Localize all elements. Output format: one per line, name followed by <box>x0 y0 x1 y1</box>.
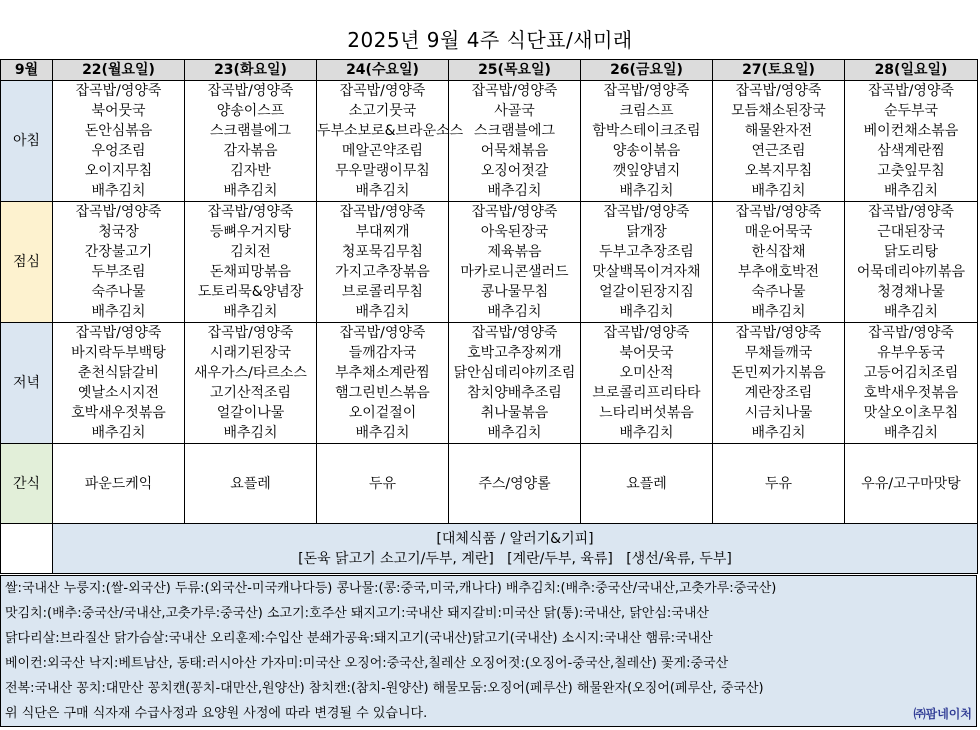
menu-item: 잡곡밥/영양죽 <box>471 325 558 341</box>
menu-item: 돈채피망볶음 <box>209 264 292 280</box>
menu-item: 베이컨채소볶음 <box>863 123 959 139</box>
menu-item: 한식잡채 <box>751 244 806 260</box>
lunch-cell <box>581 202 713 323</box>
menu-item: 시래기된장국 <box>209 345 292 361</box>
menu-item: 계란장조림 <box>744 385 813 401</box>
breakfast-row <box>1 81 978 202</box>
alternatives-spacer <box>1 524 53 574</box>
menu-item: 순두부국 <box>883 103 939 119</box>
menu-item: 청국장 <box>98 224 139 240</box>
menu-item: 얼갈이된장지짐 <box>599 284 694 300</box>
origin-line: 쌀:국내산 누룽지:(쌀-외국산) 두류:(외국산-미국캐나다등) 콩나물:(콩:중국,미국,캐나다) 배추김치:(배추:중국산/국내산,고춧가루:중국산) <box>5 581 777 596</box>
dinner-cell <box>53 323 185 444</box>
alternatives-items: [돈육 닭고기 소고기/두부, 계란] [계란/두부, 육류] [생선/육류, 두부] <box>298 550 732 567</box>
menu-item: 잡곡밥/영양죽 <box>75 325 162 341</box>
origin-line: 닭다리살:브라질산 닭가슴살:국내산 오리훈제:수입산 분쇄가공육:돼지고기(국내산)닭고기(국내산) 소시지:국내산 햄류:국내산 <box>5 631 713 646</box>
menu-item: 고등어김치조림 <box>863 365 959 381</box>
lunch-cell <box>845 202 978 323</box>
menu-item: 배추김치 <box>355 183 410 199</box>
menu-table <box>0 59 978 574</box>
menu-item: 배추김치 <box>883 183 939 199</box>
menu-item: 배추김치 <box>883 304 939 320</box>
menu-item: 양송이볶음 <box>612 143 681 159</box>
menu-item: 배추김치 <box>487 304 542 320</box>
menu-item: 연근조림 <box>751 143 806 159</box>
breakfast-cell <box>713 81 845 202</box>
menu-item: 배추김치 <box>91 425 146 441</box>
day-header: 26(금요일) <box>581 60 713 81</box>
menu-item: 삼색계란찜 <box>877 143 945 159</box>
menu-item: 감자볶음 <box>223 143 278 159</box>
menu-item: 잡곡밥/영양죽 <box>339 83 426 99</box>
menu-item: 호박새우젓볶음 <box>71 405 166 421</box>
menu-item: 매운어묵국 <box>744 224 813 240</box>
menu-item: 오징어젓갈 <box>480 163 549 179</box>
menu-item: 잡곡밥/영양죽 <box>868 83 954 99</box>
lunch-label: 점심 <box>1 202 53 323</box>
snack-cell: 두유 <box>317 444 449 524</box>
dinner-label: 저녁 <box>1 323 53 444</box>
menu-item: 오미산적 <box>619 365 674 381</box>
breakfast-cell <box>581 81 713 202</box>
snack-cell: 우유/고구마맛탕 <box>845 444 978 524</box>
menu-item: 유부우동국 <box>877 345 945 361</box>
day-header: 24(수요일) <box>317 60 449 81</box>
day-header: 25(목요일) <box>449 60 581 81</box>
menu-item: 해물완자전 <box>744 123 813 139</box>
menu-item: 들깨감자국 <box>348 345 417 361</box>
menu-item: 춘천식닭갈비 <box>77 365 160 381</box>
lunch-cell <box>185 202 317 323</box>
breakfast-label: 아침 <box>1 81 53 202</box>
menu-item: 닭안심데리야끼조림 <box>453 365 576 381</box>
menu-item: 배추김치 <box>883 425 939 441</box>
menu-item: 두부소보로&브라운소스 <box>317 123 464 139</box>
menu-item: 잡곡밥/영양죽 <box>207 325 294 341</box>
menu-item: 호박고추장찌개 <box>467 345 562 361</box>
menu-item: 도토리묵&양념장 <box>197 284 304 300</box>
menu-item: 함박스테이크조림 <box>592 123 701 139</box>
menu-item: 새우가스/타르소스 <box>194 365 307 381</box>
day-header: 27(토요일) <box>713 60 845 81</box>
menu-item: 배추김치 <box>487 183 542 199</box>
menu-item: 마카로니콘샐러드 <box>460 264 569 280</box>
menu-item: 잡곡밥/영양죽 <box>735 204 822 220</box>
menu-item: 청포묵김무침 <box>341 244 424 260</box>
origin-info-box <box>0 575 977 727</box>
day-header: 23(화요일) <box>185 60 317 81</box>
lunch-cell <box>713 202 845 323</box>
menu-item: 배추김치 <box>751 425 806 441</box>
menu-item: 느타리버섯볶음 <box>599 405 694 421</box>
menu-item: 잡곡밥/영양죽 <box>735 325 822 341</box>
menu-item: 닭개장 <box>626 224 667 240</box>
menu-item: 잡곡밥/영양죽 <box>339 204 426 220</box>
menu-item: 어묵데리야끼볶음 <box>856 264 966 280</box>
menu-item: 잡곡밥/영양죽 <box>75 204 162 220</box>
menu-item: 무우말랭이무침 <box>335 163 430 179</box>
menu-item: 사골국 <box>494 103 535 119</box>
breakfast-cell <box>317 81 464 202</box>
menu-item: 배추김치 <box>355 425 410 441</box>
menu-item: 잡곡밥/영양죽 <box>207 204 294 220</box>
snack-cell: 요플레 <box>581 444 713 524</box>
menu-item: 메알곤약조림 <box>341 143 424 159</box>
menu-item: 잡곡밥/영양죽 <box>868 325 954 341</box>
origin-line: 베이컨:외국산 낙지:베트남산, 동태:러시아산 가자미:미국산 오징어:중국산,칠레산 오징어젓:(오징어-중국산,칠레산) 꽃게:중국산 <box>5 656 729 671</box>
menu-item: 브로콜리무침 <box>341 284 424 300</box>
month-header: 9월 <box>1 60 53 81</box>
alternatives-row <box>1 524 978 574</box>
menu-item: 잡곡밥/영양죽 <box>603 83 690 99</box>
menu-item: 잡곡밥/영양죽 <box>603 204 690 220</box>
menu-item: 등뼈우거지탕 <box>209 224 292 240</box>
menu-item: 닭도리탕 <box>883 244 939 260</box>
menu-item: 배추김치 <box>751 183 806 199</box>
menu-item: 우엉조림 <box>91 143 146 159</box>
origin-line: 맛김치:(배추:중국산/국내산,고춧가루:중국산) 소고기:호주산 돼지고기:국내산 돼지갈비:미국산 닭(통):국내산, 닭안심:국내산 <box>5 606 709 621</box>
menu-item: 두부조림 <box>91 264 146 280</box>
snack-cell: 요플레 <box>185 444 317 524</box>
lunch-cell <box>53 202 185 323</box>
menu-item: 콩나물무침 <box>480 284 549 300</box>
menu-item: 옛날소시지전 <box>77 385 160 401</box>
menu-item: 시금치나물 <box>744 405 813 421</box>
dinner-cell <box>581 323 713 444</box>
menu-item: 배추김치 <box>91 183 146 199</box>
menu-item: 배추김치 <box>619 425 674 441</box>
menu-item: 잡곡밥/영양죽 <box>735 83 822 99</box>
menu-item: 배추김치 <box>619 183 674 199</box>
breakfast-cell <box>845 81 978 202</box>
header-row <box>1 60 978 81</box>
snack-cell: 주스/영양롤 <box>449 444 581 524</box>
menu-item: 부추채소계란찜 <box>335 365 430 381</box>
dinner-cell <box>317 323 449 444</box>
snack-cell: 파운드케익 <box>53 444 185 524</box>
menu-item: 모듬채소된장국 <box>731 103 826 119</box>
menu-item: 브로콜리프리타타 <box>592 385 701 401</box>
page-title: 2025년 9월 4주 식단표/새미래 <box>347 28 633 52</box>
menu-item: 고기산적조림 <box>209 385 292 401</box>
brand-logo: ㈜팜네이처 <box>913 707 972 721</box>
menu-item: 배추김치 <box>355 304 410 320</box>
menu-item: 크림스프 <box>619 103 674 119</box>
snack-row <box>1 444 978 524</box>
menu-item: 잡곡밥/영양죽 <box>207 83 294 99</box>
menu-item: 돈민찌가지볶음 <box>731 365 826 381</box>
menu-item: 맛살오이초무침 <box>863 405 959 421</box>
menu-item: 배추김치 <box>751 304 806 320</box>
menu-item: 햄그린빈스볶음 <box>335 385 430 401</box>
menu-item: 무채들깨국 <box>744 345 813 361</box>
menu-item: 바지락두부백탕 <box>71 345 166 361</box>
menu-item: 스크램블에그 <box>473 123 556 139</box>
menu-item: 깻잎양념지 <box>612 163 681 179</box>
menu-item: 부추애호박전 <box>737 264 820 280</box>
menu-item: 잡곡밥/영양죽 <box>868 204 954 220</box>
menu-item: 얼갈이나물 <box>216 405 285 421</box>
menu-item: 고춧잎무침 <box>877 163 945 179</box>
menu-item: 숙주나물 <box>91 284 146 300</box>
breakfast-cell <box>53 81 185 202</box>
menu-item: 북어뭇국 <box>91 103 146 119</box>
menu-item: 소고기뭇국 <box>348 103 417 119</box>
origin-line: 전복:국내산 꽁치:대만산 꽁치캔(꽁치-대만산,원양산) 참치캔:(참치-원양산) 해물모둠:오징어(페루산) 해물완자(오징어(페루산, 중국산) <box>5 681 764 696</box>
menu-item: 배추김치 <box>223 304 278 320</box>
menu-item: 잡곡밥/영양죽 <box>471 204 558 220</box>
alternatives-box <box>53 524 978 574</box>
menu-item: 배추김치 <box>223 183 278 199</box>
menu-item: 스크램블에그 <box>209 123 292 139</box>
snack-label: 간식 <box>1 444 53 524</box>
menu-item: 김자반 <box>230 163 271 179</box>
breakfast-cell <box>449 81 581 202</box>
lunch-cell <box>317 202 449 323</box>
dinner-cell <box>449 323 581 444</box>
menu-item: 잡곡밥/영양죽 <box>603 325 690 341</box>
dinner-cell <box>185 323 317 444</box>
breakfast-cell <box>185 81 317 202</box>
menu-item: 참치양배추조림 <box>467 385 562 401</box>
menu-item: 잡곡밥/영양죽 <box>75 83 162 99</box>
lunch-cell <box>449 202 581 323</box>
menu-item: 근대된장국 <box>877 224 945 240</box>
menu-item: 잡곡밥/영양죽 <box>339 325 426 341</box>
menu-item: 두부고추장조림 <box>599 244 694 260</box>
menu-item: 숙주나물 <box>751 284 806 300</box>
menu-item: 어묵채볶음 <box>480 143 549 159</box>
day-header: 28(일요일) <box>845 60 978 81</box>
menu-item: 호박새우젓볶음 <box>863 385 959 401</box>
menu-item: 배추김치 <box>223 425 278 441</box>
menu-item: 취나물볶음 <box>480 405 549 421</box>
menu-item: 김치전 <box>230 244 271 260</box>
lunch-row <box>1 202 978 323</box>
menu-item: 배추김치 <box>487 425 542 441</box>
menu-item: 돈안심볶음 <box>84 123 153 139</box>
menu-item: 오복지무침 <box>744 163 813 179</box>
alternatives-title: [대체식품 / 알러기&기피] <box>436 530 594 547</box>
menu-item: 아욱된장국 <box>480 224 549 240</box>
dinner-row <box>1 323 978 444</box>
menu-item: 간장불고기 <box>84 244 153 260</box>
notice-line: 위 식단은 구매 식자재 수급사정과 요양원 사정에 따라 변경될 수 있습니다. <box>5 706 428 721</box>
menu-item: 배추김치 <box>91 304 146 320</box>
menu-item: 청경채나물 <box>877 284 945 300</box>
snack-cell: 두유 <box>713 444 845 524</box>
menu-item: 배추김치 <box>619 304 674 320</box>
menu-item: 가지고추장볶음 <box>335 264 430 280</box>
menu-item: 오이겉절이 <box>348 405 417 421</box>
day-header: 22(월요일) <box>53 60 185 81</box>
menu-item: 제육볶음 <box>487 244 542 260</box>
dinner-cell <box>713 323 845 444</box>
menu-item: 북어뭇국 <box>619 345 674 361</box>
menu-item: 오이지무침 <box>84 163 153 179</box>
menu-item: 맛살백목이겨자채 <box>592 264 701 280</box>
menu-item: 부대찌개 <box>355 224 410 240</box>
menu-item: 잡곡밥/영양죽 <box>471 83 558 99</box>
dinner-cell <box>845 323 978 444</box>
menu-item: 양송이스프 <box>216 103 285 119</box>
